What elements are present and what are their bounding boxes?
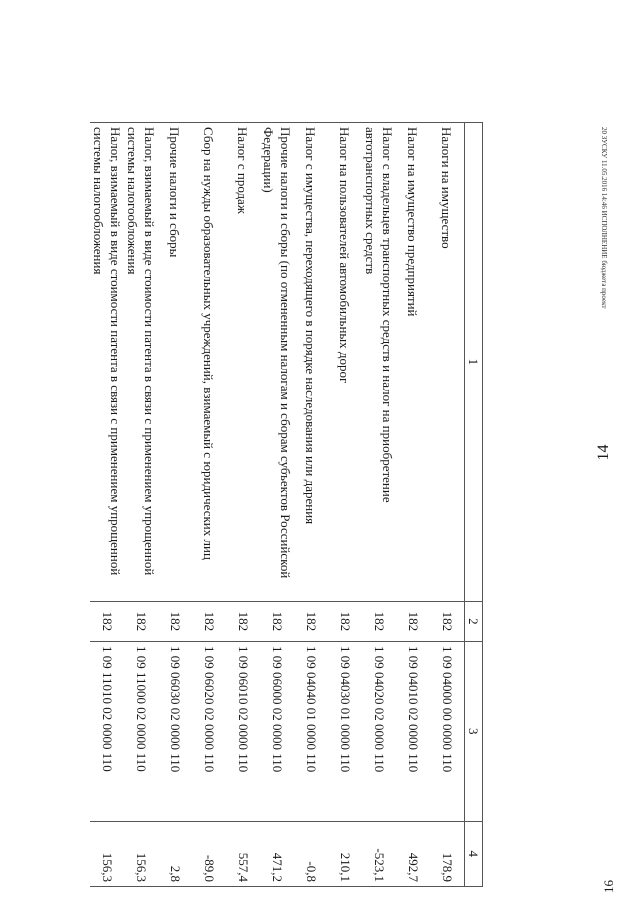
- row-budget-code: 1 09 11000 02 0000 110: [124, 642, 158, 822]
- table-row: [430, 123, 465, 887]
- row-admin-code: 182: [362, 601, 396, 641]
- row-admin-code: 182: [328, 601, 362, 641]
- row-name: Налог с имущества, переходящего в порядке наследования или дарения: [294, 123, 328, 602]
- row-admin-code: 182: [294, 601, 328, 641]
- row-value: -89,0: [192, 821, 226, 886]
- row-name: Сбор на нужды образовательных учреждений, взимаемый с юридических лиц: [192, 123, 226, 602]
- row-name: Налоги на имущество: [430, 123, 465, 602]
- row-budget-code: 1 09 06030 02 0000 110: [158, 642, 192, 822]
- table-row: [328, 123, 362, 887]
- row-budget-code: 1 09 06010 02 0000 110: [226, 642, 260, 822]
- table-row: [124, 123, 158, 887]
- row-value: 557,4: [226, 821, 260, 886]
- table-header-row: [465, 123, 483, 887]
- row-value: -523,1: [362, 821, 396, 886]
- row-value: -0,8: [294, 821, 328, 886]
- row-admin-code: 182: [396, 601, 430, 641]
- row-budget-code: 1 09 04010 02 0000 110: [396, 642, 430, 822]
- row-value: 156,3: [124, 821, 158, 886]
- table-row: [260, 123, 294, 887]
- row-name: Прочие налоги и сборы: [158, 123, 192, 602]
- row-budget-code: 1 09 04000 00 0000 110: [430, 642, 465, 822]
- row-budget-code: 1 09 06000 02 0000 110: [260, 642, 294, 822]
- header-col-4: 4: [465, 821, 483, 886]
- row-admin-code: 182: [124, 601, 158, 641]
- row-name: Прочие налоги и сборы (по отмененным налогам и сборам субъектов Российской Федерации): [260, 123, 294, 602]
- row-value: 156,3: [90, 821, 124, 886]
- row-budget-code: 1 09 04020 02 0000 110: [362, 642, 396, 822]
- header-col-2: 2: [465, 601, 483, 641]
- row-budget-code: 1 09 04030 01 0000 110: [328, 642, 362, 822]
- row-admin-code: 182: [430, 601, 465, 641]
- table-row: [294, 123, 328, 887]
- header-col-3: 3: [465, 642, 483, 822]
- row-admin-code: 182: [158, 601, 192, 641]
- row-value: 178,9: [430, 821, 465, 886]
- row-name: Налог на пользователей автомобильных дорог: [328, 123, 362, 602]
- table-row: [192, 123, 226, 887]
- row-admin-code: 182: [226, 601, 260, 641]
- corner-page-number: 16: [601, 880, 616, 893]
- row-admin-code: 182: [260, 601, 294, 641]
- row-name: Налог, взимаемый в виде стоимости патента в связи с применением упрощенной системы налогообложения: [90, 123, 124, 602]
- row-value: 471,2: [260, 821, 294, 886]
- page-number: 14: [595, 444, 612, 461]
- row-name: Налог с продаж: [226, 123, 260, 602]
- table-row: [396, 123, 430, 887]
- footer-filepath: 20 ЗУСКУ 11.05.2016 14:46 ИСПОЛНЕНИЕ бюджета проект: [600, 127, 608, 309]
- row-value: 210,1: [328, 821, 362, 886]
- row-name: Налог с владельцев транспортных средств и налог на приобретение автотранспортных средств: [362, 123, 396, 602]
- row-value: 492,7: [396, 821, 430, 886]
- row-budget-code: 1 09 11010 02 0000 110: [90, 642, 124, 822]
- table-row: [362, 123, 396, 887]
- table-row: [90, 123, 124, 887]
- table-row: [226, 123, 260, 887]
- row-admin-code: 182: [90, 601, 124, 641]
- row-name: Налог, взимаемый в виде стоимости патента в связи с применением упрощенной системы налогообложения: [124, 123, 158, 602]
- table-row: [158, 123, 192, 887]
- row-name: Налог на имущество предприятий: [396, 123, 430, 602]
- row-budget-code: 1 09 06020 02 0000 110: [192, 642, 226, 822]
- row-budget-code: 1 09 04040 01 0000 110: [294, 642, 328, 822]
- header-col-1: 1: [465, 123, 483, 602]
- budget-table: [90, 122, 483, 887]
- row-admin-code: 182: [192, 601, 226, 641]
- row-value: 2,8: [158, 821, 192, 886]
